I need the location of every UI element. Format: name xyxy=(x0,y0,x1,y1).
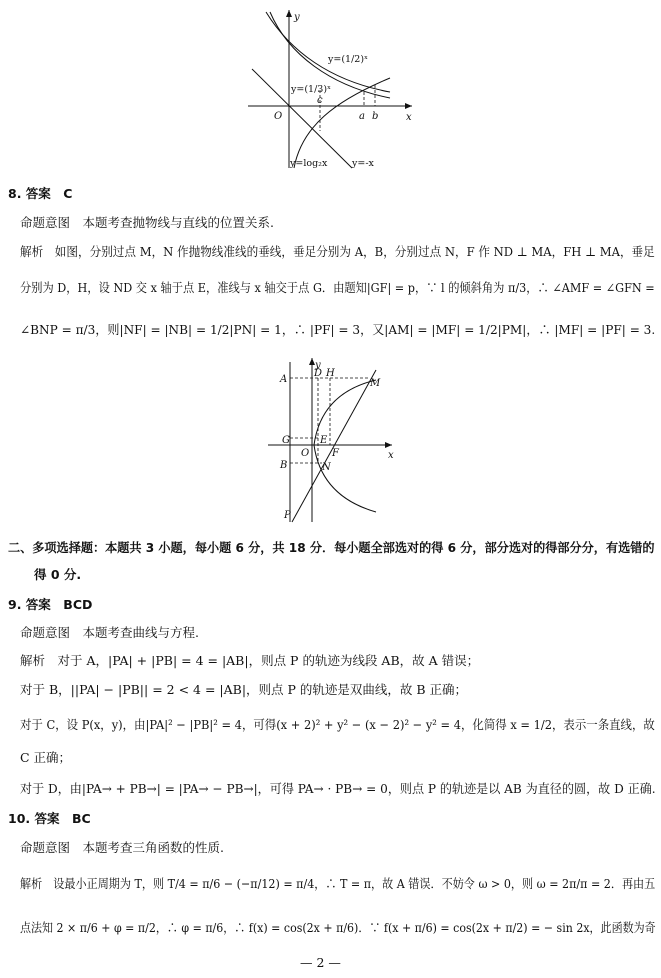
q8-analysis-line1: 解析 如图，分别过点 M，N 作抛物线准线的垂线，垂足分别为 A，B，分别过点 N，F 作 ND ⊥ MA，FH ⊥ MA，垂足 xyxy=(20,244,655,259)
q8-analysis-line3: ∠BNP = π/3，则|NF| = |NB| = 1/2|PN| = 1，∴ |PF| = 3，又|AM| = |MF| = 1/2|PM|，∴ |MF| = |PF| = 3. xyxy=(20,322,656,337)
label-point-b: b xyxy=(372,111,379,122)
q10-analysis-line1: 解析 设最小正周期为 T，则 T/4 = π/6 − (−π/12) = π/4，∴ T = π，故 A 错误．不妨令 ω > 0，则 ω = 2π/π = 2．再由五 xyxy=(20,876,656,891)
q10-heading: 10. 答案 BC xyxy=(8,811,91,826)
x-axis-arrow xyxy=(405,103,412,109)
q9-heading: 9. 答案 BCD xyxy=(8,597,93,612)
fig2-label-D: D xyxy=(314,368,323,379)
fig2-label-G: G xyxy=(282,435,290,446)
section2-heading-cont: 得 0 分. xyxy=(34,567,82,582)
q9-analysis-c: 对于 C，设 P(x，y)，由|PA|² − |PB|² = 4，可得(x + 2)² + y² − (x − 2)² − y² = 4，化简得 x = 1/2，表示一条直线，故 xyxy=(20,717,655,732)
q9-analysis-a: 解析 对于 A，|PA| + |PB| = 4 = |AB|，则点 P 的轨迹为线段 AB，故 A 错误； xyxy=(20,653,480,668)
label-line-neg-x: y=-x xyxy=(352,158,374,169)
line-l xyxy=(292,370,376,522)
curve-half-power xyxy=(266,12,390,92)
label-point-a: a xyxy=(359,111,365,122)
fig1-y-label: y xyxy=(294,12,300,23)
fig2-label-H: H xyxy=(326,368,335,379)
q9-analysis-c-cont: C 正确； xyxy=(20,750,72,765)
fig2-label-N: N xyxy=(322,462,331,473)
fig2-y-label: y xyxy=(315,360,321,371)
exponential-log-graph xyxy=(240,6,420,172)
label-curve-log: y=log₂x xyxy=(290,158,328,169)
fig2-x-axis-arrow xyxy=(385,442,392,448)
q10-intent: 命题意图 本题考查三角函数的性质. xyxy=(20,840,224,855)
q9-analysis-b: 对于 B，||PA| − |PB|| = 2 < 4 = |AB|，则点 P 的轨迹是双曲线，故 B 正确； xyxy=(20,682,468,697)
fig2-label-P: P xyxy=(284,510,291,521)
page-number: — 2 — xyxy=(300,955,341,970)
fig2-label-B: B xyxy=(280,460,288,471)
parabola xyxy=(314,380,376,512)
fig1-x-label: x xyxy=(406,112,412,123)
section2-heading: 二、多项选择题：本题共 3 小题，每小题 6 分，共 18 分．每小题全部选对的得 6 分，部分选对的得部分分，有选错的 xyxy=(8,540,655,555)
parabola-focus-graph xyxy=(264,356,400,524)
fig1-origin-label: O xyxy=(274,111,283,122)
q9-analysis-d: 对于 D，由|PA→ + PB→| = |PA→ − PB→|，可得 PA→ · PB→ = 0，则点 P 的轨迹是以 AB 为直径的圆，故 D 正确. xyxy=(20,781,656,796)
fig2-x-label: x xyxy=(388,450,394,461)
fig2-label-M: M xyxy=(370,378,381,389)
label-curve-third: y=(1/3)ˣ xyxy=(291,84,332,95)
fig2-label-F: F xyxy=(332,448,339,459)
q8-analysis-line2: 分别为 D，H，设 ND 交 x 轴于点 E，准线与 x 轴交于点 G．由题知|GF| = p，∵ l 的倾斜角为 π/3，∴ ∠AMF = ∠GFN = xyxy=(20,280,655,295)
label-point-c: c xyxy=(317,95,323,106)
q9-intent: 命题意图 本题考查曲线与方程. xyxy=(20,625,199,640)
fig2-label-O: O xyxy=(301,448,310,459)
q8-intent: 命题意图 本题考查抛物线与直线的位置关系. xyxy=(20,215,274,230)
y-axis-arrow xyxy=(286,10,292,17)
fig2-label-E: E xyxy=(320,435,328,446)
label-curve-half: y=(1/2)ˣ xyxy=(328,54,369,65)
q8-heading: 8. 答案 C xyxy=(8,186,73,201)
fig2-label-A: A xyxy=(280,374,288,385)
q10-analysis-line2: 点法知 2 × π/6 + φ = π/2，∴ φ = π/6，∴ f(x) = cos(2x + π/6)．∵ f(x + π/6) = cos(2x + π/2) = − sin 2x，此函数为奇 xyxy=(20,920,656,935)
